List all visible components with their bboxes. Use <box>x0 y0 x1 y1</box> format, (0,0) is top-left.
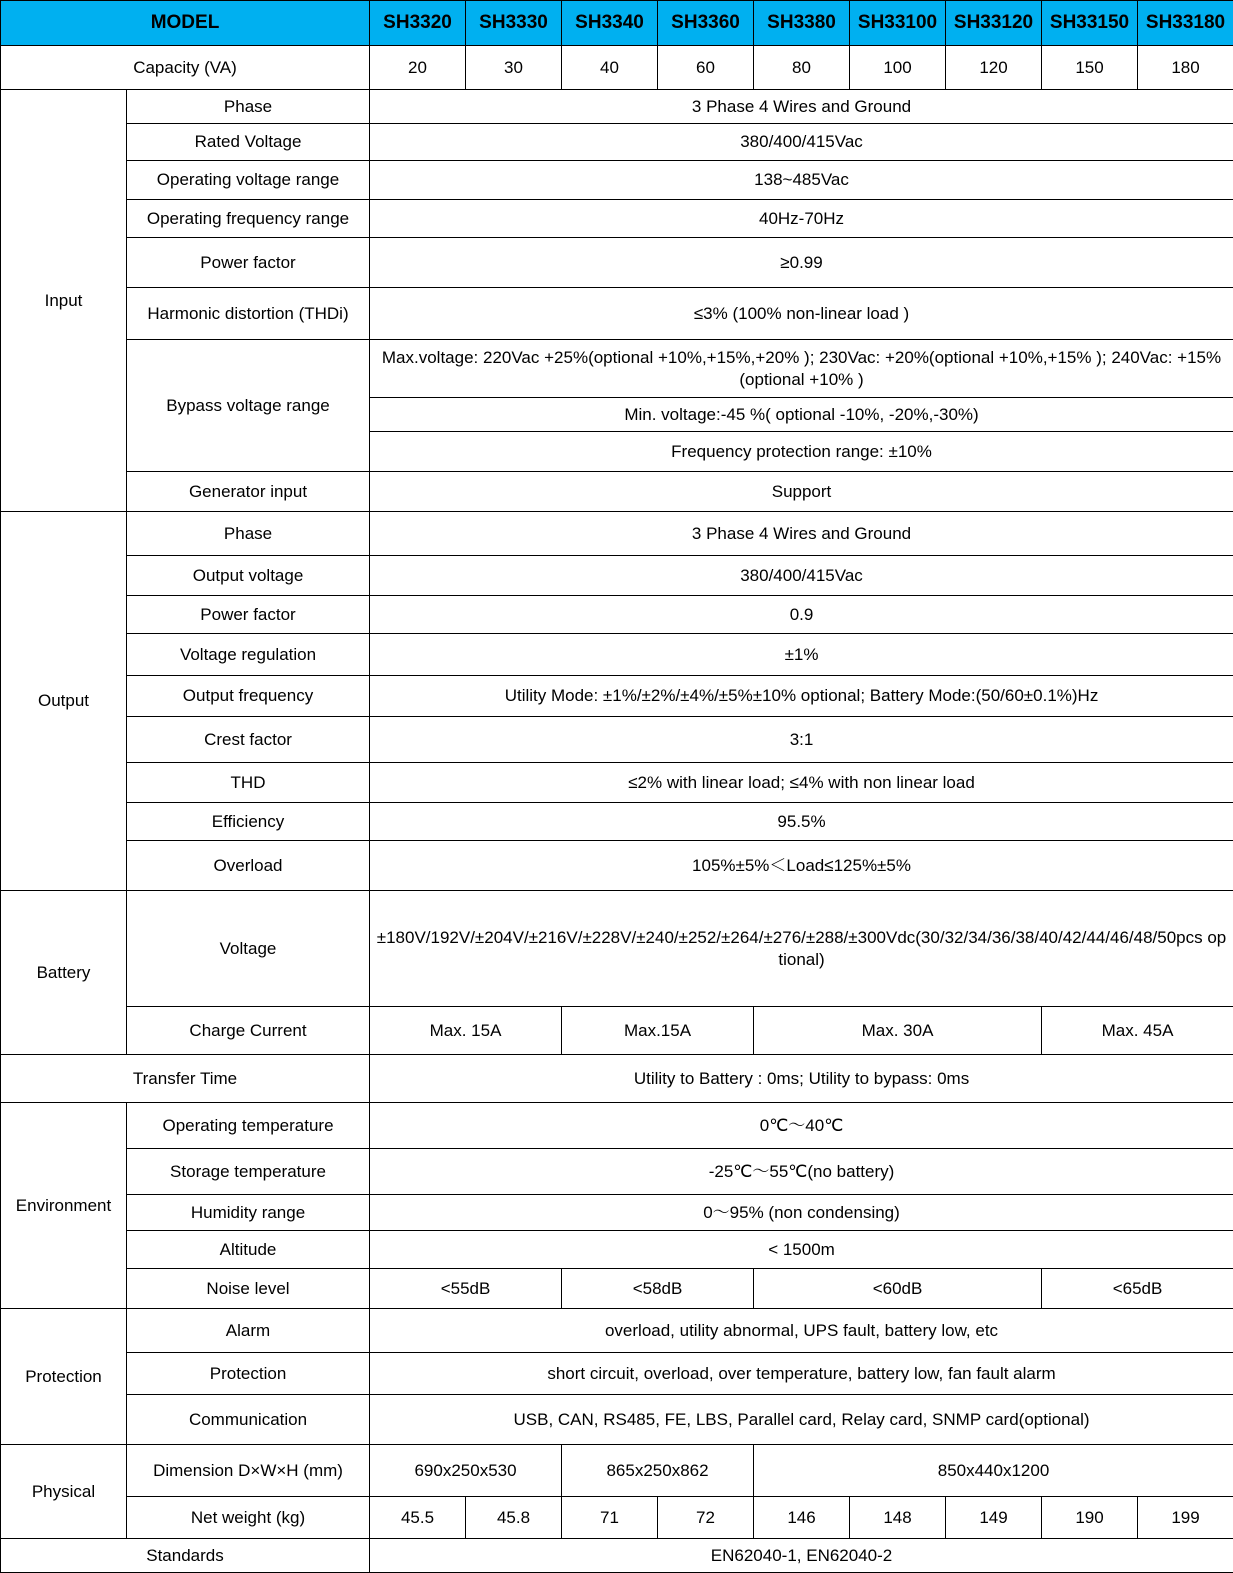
table-row <box>1 717 1233 763</box>
table-row <box>1 472 1233 512</box>
table-row <box>1 124 1233 161</box>
row-value: Utility Mode: ±1%/±2%/±4%/±5%±10% optional; Battery Mode:(50/60±0.1%)Hz <box>370 676 1233 717</box>
row-value: Max. 45A <box>1042 1007 1233 1055</box>
group-label-environment: Environment <box>1 1103 127 1309</box>
table-row <box>1 1269 1233 1309</box>
table-row <box>1 1539 1233 1573</box>
row-value: 3:1 <box>370 717 1233 763</box>
row-label: Overload <box>127 841 370 891</box>
row-value: 72 <box>658 1497 754 1539</box>
row-value: 45.5 <box>370 1497 466 1539</box>
table-row <box>1 891 1233 1007</box>
capacity-value: 20 <box>370 46 466 90</box>
row-label: Transfer Time <box>1 1055 370 1103</box>
table-row <box>1 161 1233 200</box>
row-label: Storage temperature <box>127 1149 370 1195</box>
row-value: Max. 30A <box>754 1007 1042 1055</box>
capacity-value: 40 <box>562 46 658 90</box>
capacity-value: 120 <box>946 46 1042 90</box>
row-value: ≤2% with linear load; ≤4% with non linear load <box>370 763 1233 803</box>
row-value: 95.5% <box>370 803 1233 841</box>
row-label: Output frequency <box>127 676 370 717</box>
capacity-value: 150 <box>1042 46 1138 90</box>
row-label: Noise level <box>127 1269 370 1309</box>
table-row <box>1 1103 1233 1149</box>
row-label: Capacity (VA) <box>1 46 370 90</box>
row-label: Phase <box>127 90 370 124</box>
table-row <box>1 676 1233 717</box>
row-label: Alarm <box>127 1309 370 1353</box>
row-value: 865x250x862 <box>562 1445 754 1497</box>
group-label-battery: Battery <box>1 891 127 1055</box>
table-row <box>1 512 1233 556</box>
model-name: SH3380 <box>754 1 850 46</box>
row-label: Operating voltage range <box>127 161 370 200</box>
capacity-value: 80 <box>754 46 850 90</box>
model-name: SH33150 <box>1042 1 1138 46</box>
group-label-input: Input <box>1 90 127 512</box>
table-row <box>1 803 1233 841</box>
row-value: USB, CAN, RS485, FE, LBS, Parallel card, Relay card, SNMP card(optional) <box>370 1395 1233 1445</box>
table-row <box>1 1055 1233 1103</box>
row-value: ≤3% (100% non-linear load ) <box>370 288 1233 340</box>
table-row <box>1 90 1233 124</box>
row-value: Frequency protection range: ±10% <box>370 432 1233 472</box>
row-value: 199 <box>1138 1497 1233 1539</box>
row-label: Phase <box>127 512 370 556</box>
group-label-physical: Physical <box>1 1445 127 1539</box>
table-row <box>1 1497 1233 1539</box>
row-label: Power factor <box>127 238 370 288</box>
table-row <box>1 238 1233 288</box>
row-value: Support <box>370 472 1233 512</box>
model-name: SH3320 <box>370 1 466 46</box>
row-value: short circuit, overload, over temperature, battery low, fan fault alarm <box>370 1353 1233 1395</box>
row-label: Harmonic distortion (THDi) <box>127 288 370 340</box>
row-value: 45.8 <box>466 1497 562 1539</box>
row-value: Utility to Battery : 0ms; Utility to bypass: 0ms <box>370 1055 1233 1103</box>
group-label-protection: Protection <box>1 1309 127 1445</box>
row-value: 0～95% (non condensing) <box>370 1195 1233 1231</box>
row-label: Standards <box>1 1539 370 1573</box>
model-name: SH3340 <box>562 1 658 46</box>
row-label: Power factor <box>127 596 370 634</box>
row-value: <58dB <box>562 1269 754 1309</box>
table-row <box>1 340 1233 398</box>
capacity-value: 100 <box>850 46 946 90</box>
table-row <box>1 1395 1233 1445</box>
table-row <box>1 841 1233 891</box>
row-value: Max.voltage: 220Vac +25%(optional +10%,+15%,+20% ); 230Vac: +20%(optional +10%,+15% ); 240Vac: +15%(optional +10% ) <box>370 340 1233 398</box>
row-value: ≥0.99 <box>370 238 1233 288</box>
row-label: Rated Voltage <box>127 124 370 161</box>
row-label: Efficiency <box>127 803 370 841</box>
table-row <box>1 556 1233 596</box>
row-value: Min. voltage:-45 %( optional -10%, -20%,-30%) <box>370 398 1233 432</box>
row-value: EN62040-1, EN62040-2 <box>370 1539 1233 1573</box>
table-row <box>1 763 1233 803</box>
model-name: SH33180 <box>1138 1 1233 46</box>
table-row <box>1 1007 1233 1055</box>
row-value: 0.9 <box>370 596 1233 634</box>
row-label: Humidity range <box>127 1195 370 1231</box>
row-label: THD <box>127 763 370 803</box>
row-value: overload, utility abnormal, UPS fault, battery low, etc <box>370 1309 1233 1353</box>
row-value: Max. 15A <box>370 1007 562 1055</box>
capacity-value: 180 <box>1138 46 1233 90</box>
table-row <box>1 1445 1233 1497</box>
row-value: 850x440x1200 <box>754 1445 1233 1497</box>
row-label: Voltage <box>127 891 370 1007</box>
row-label: Voltage regulation <box>127 634 370 676</box>
row-label: Charge Current <box>127 1007 370 1055</box>
row-value: 380/400/415Vac <box>370 124 1233 161</box>
model-name: SH3360 <box>658 1 754 46</box>
row-value: 380/400/415Vac <box>370 556 1233 596</box>
row-label: Protection <box>127 1353 370 1395</box>
model-name: SH33100 <box>850 1 946 46</box>
row-label: Net weight (kg) <box>127 1497 370 1539</box>
row-label: Output voltage <box>127 556 370 596</box>
capacity-value: 30 <box>466 46 562 90</box>
table-row <box>1 634 1233 676</box>
capacity-value: 60 <box>658 46 754 90</box>
row-value: 40Hz-70Hz <box>370 200 1233 238</box>
row-value: 690x250x530 <box>370 1445 562 1497</box>
row-value: 3 Phase 4 Wires and Ground <box>370 90 1233 124</box>
row-label: Communication <box>127 1395 370 1445</box>
row-value: 146 <box>754 1497 850 1539</box>
row-value: Max.15A <box>562 1007 754 1055</box>
table-row <box>1 1149 1233 1195</box>
table-row <box>1 596 1233 634</box>
row-value: 149 <box>946 1497 1042 1539</box>
row-value: 148 <box>850 1497 946 1539</box>
table-row <box>1 200 1233 238</box>
model-name: SH3330 <box>466 1 562 46</box>
row-label: Operating temperature <box>127 1103 370 1149</box>
capacity-row <box>1 46 1233 90</box>
table-row <box>1 1353 1233 1395</box>
row-value: <55dB <box>370 1269 562 1309</box>
table-row <box>1 1309 1233 1353</box>
row-value: < 1500m <box>370 1231 1233 1269</box>
row-label: Dimension D×W×H (mm) <box>127 1445 370 1497</box>
row-label: Generator input <box>127 472 370 512</box>
model-name: SH33120 <box>946 1 1042 46</box>
table-row <box>1 1195 1233 1231</box>
table-row <box>1 1231 1233 1269</box>
row-value: 3 Phase 4 Wires and Ground <box>370 512 1233 556</box>
model-label: MODEL <box>1 1 370 46</box>
row-value: 190 <box>1042 1497 1138 1539</box>
group-label-output: Output <box>1 512 127 891</box>
row-value: -25℃～55℃(no battery) <box>370 1149 1233 1195</box>
row-value: ±1% <box>370 634 1233 676</box>
row-value: <60dB <box>754 1269 1042 1309</box>
row-value: <65dB <box>1042 1269 1233 1309</box>
row-label: Altitude <box>127 1231 370 1269</box>
table-row <box>1 288 1233 340</box>
row-label: Operating frequency range <box>127 200 370 238</box>
row-value: 105%±5%＜Load≤125%±5% <box>370 841 1233 891</box>
row-value: ±180V/192V/±204V/±216V/±228V/±240/±252/±264/±276/±288/±300Vdc(30/32/34/36/38/40/42/44/46/48/50pcs optional) <box>370 891 1233 1007</box>
header-row <box>1 1 1233 46</box>
row-value: 71 <box>562 1497 658 1539</box>
row-label: Crest factor <box>127 717 370 763</box>
row-label: Bypass voltage range <box>127 340 370 472</box>
row-value: 0℃～40℃ <box>370 1103 1233 1149</box>
row-value: 138~485Vac <box>370 161 1233 200</box>
